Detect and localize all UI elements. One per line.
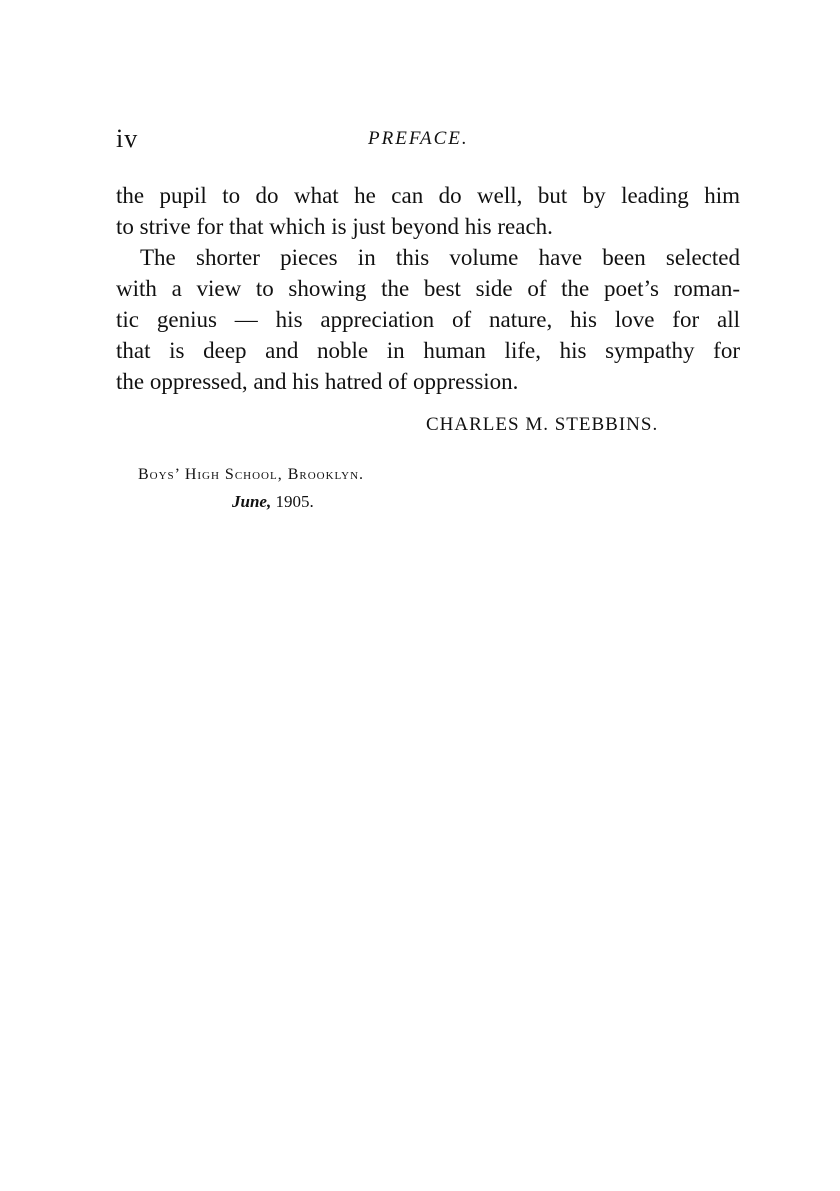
text-line: the pupil to do what he can do well, but by leading him [116, 183, 740, 208]
running-head: PREFACE. [368, 128, 469, 149]
date-year: 1905. [275, 492, 314, 511]
text-line: that is deep and noble in human life, his sympathy for [116, 338, 740, 363]
date-line [232, 492, 314, 512]
place-line: Boys’ High School, Brooklyn. [138, 466, 365, 483]
author-signature: CHARLES M. STEBBINS. [426, 414, 659, 435]
page-number: iv [116, 124, 139, 153]
preface-text [116, 180, 740, 397]
page-header [116, 124, 738, 158]
text-line: tic genius — his appreciation of nature, his love for all [116, 307, 740, 332]
text-line: to strive for that which is just beyond his reach. [116, 214, 553, 239]
text-line: The shorter pieces in this volume have been selected [140, 245, 740, 270]
text-line: with a view to showing the best side of the poet’s roman- [116, 276, 740, 301]
date-month: June, [232, 492, 272, 511]
text-line: the oppressed, and his hatred of oppression. [116, 369, 519, 394]
